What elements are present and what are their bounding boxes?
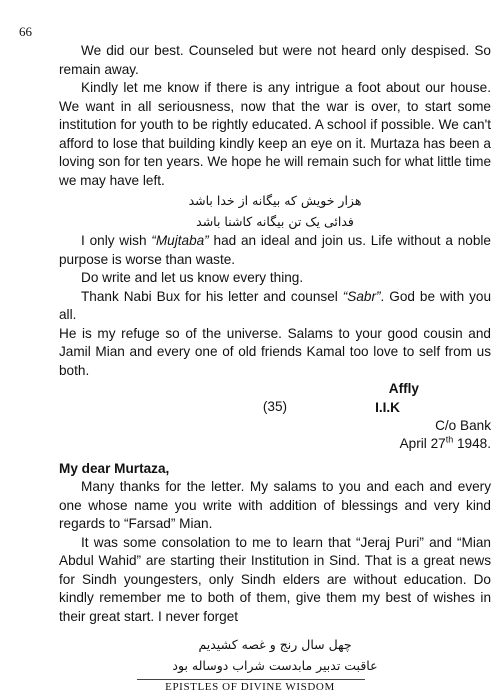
footer-rule — [137, 679, 365, 680]
signature: I.I.K — [375, 399, 400, 415]
letter-35 — [59, 398, 491, 676]
letter-number: (35) — [262, 399, 288, 414]
persian-verse-line: هزار خویش که بیگانه از خدا باشد — [188, 193, 362, 208]
paragraph: He is my refuge so of the universe. Salams to your good cousin and Jamil Mian and every one of old friends Kamal too love to self from us both. — [59, 325, 491, 378]
paragraph: Thank Nabi Bux for his letter and counsel “Sabr”. God be with you all. — [59, 288, 492, 322]
persian-verse-line: فدائی یک تن بیگانه کاشنا باشد — [196, 214, 354, 229]
salutation: My dear Murtaza, — [59, 460, 170, 476]
paragraph: Do write and let us know every thing. — [81, 270, 304, 285]
persian-verse-line: چهل سال رنج و غصه کشیدیم — [198, 637, 352, 652]
closing: Affly — [388, 381, 419, 396]
paragraph: Many thanks for the letter. My salams to you and each and every one whose name you write with addition of blessings and very kind regards to “Farsad” Mian. — [59, 479, 491, 531]
date: April 27th 1948. — [399, 434, 491, 451]
address: C/o Bank — [435, 417, 491, 433]
paragraph: We did our best. Counseled but were not heard only despised. So remain away. — [59, 43, 491, 77]
persian-verse-line: عاقبت تدبیر مابدست شراب دوساله بود — [172, 658, 378, 673]
paragraph: It was some consolation to me to learn that “Jeraj Puri” and “Mian Abdul Wahid” are starting their Institution in Sind. That is a great news for Sindh youngesters, only Sindh elders are without education. Do kindly remember me to both of them, give them my best of wishes in their great start. I never forget — [59, 534, 491, 624]
paragraph: Kindly let me know if there is any intrigue a foot about our house. We want in all seriousness, now that the war is over, to start some institution for youth to be rightly educated. A school if possible. We can't afford to lose that building kindly keep an eye on it. Murtaza has been a loving son for ten years. We hope he will remain such for what little time we may have left. — [59, 80, 491, 188]
letter-34-continuation — [59, 42, 491, 417]
page-number: 66 — [19, 24, 32, 39]
book-title-footer: EPISTLES OF DIVINE WISDOM — [165, 681, 335, 693]
paragraph: I only wish “Mujtaba” had an ideal and join us. Life without a noble purpose is worse than waste. — [59, 233, 491, 267]
